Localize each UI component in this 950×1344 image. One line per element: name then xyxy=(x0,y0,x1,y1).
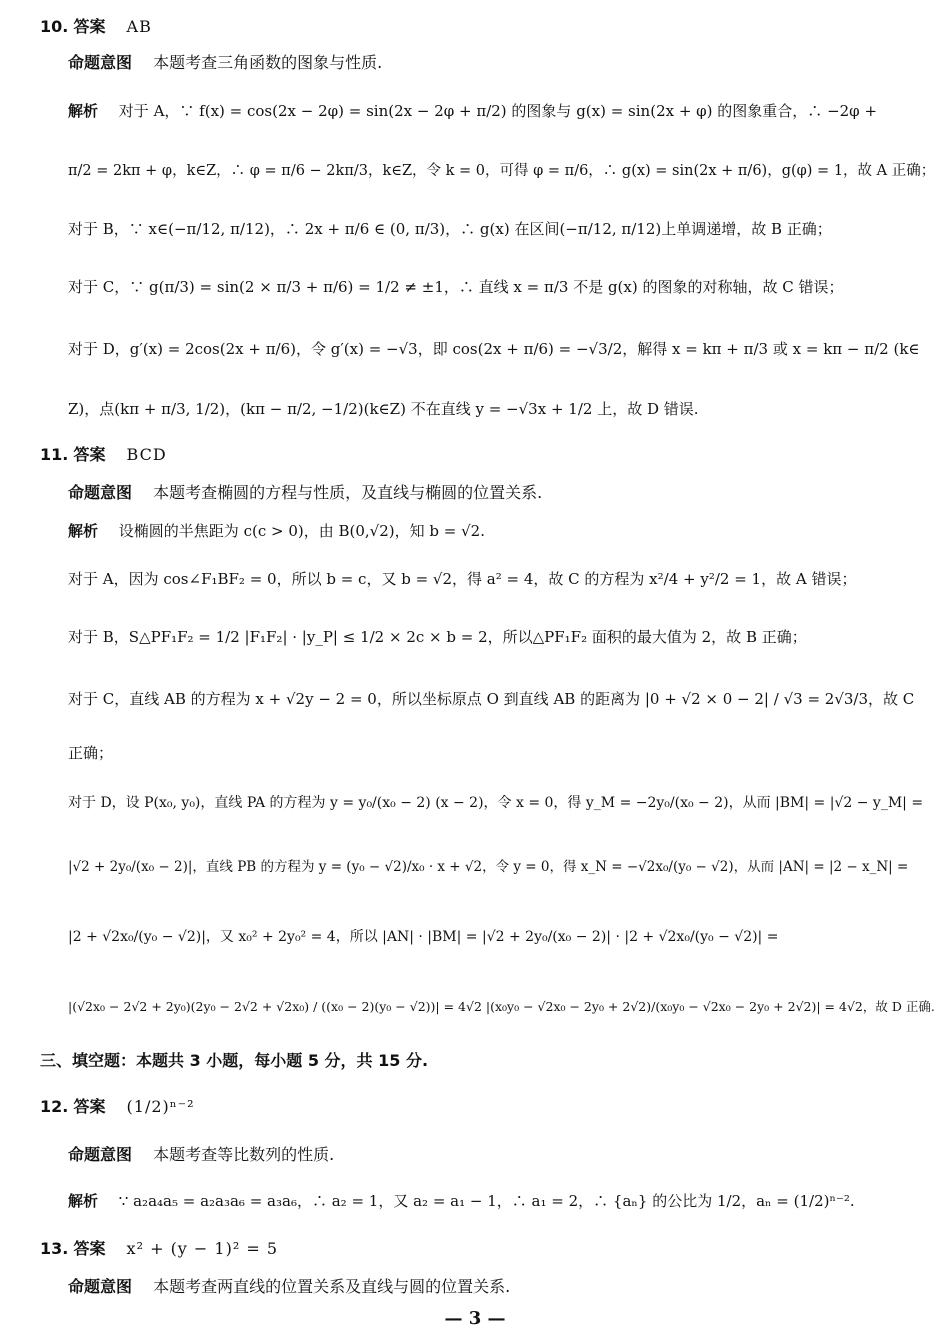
q11-analysis-line-6: 对于 D，设 P(x₀, y₀)，直线 PA 的方程为 y = y₀/(x₀ − 2) (x − 2)，令 x = 0，得 y_M = −2y₀/(x₀ − 2)，从而 |BM| = |√2 − y_M| = xyxy=(68,795,924,811)
q12-answer-label: 答案 xyxy=(73,1097,106,1116)
q11-analysis-line-7: |√2 + 2y₀/(x₀ − 2)|，直线 PB 的方程为 y = (y₀ − √2)/x₀ · x + √2，令 y = 0，得 x_N = −√2x₀/(y₀ − √2)，从而 |AN| = |2 − x_N| = xyxy=(68,859,909,875)
q10-analysis-line-4: 对于 C，∵ g(π/3) = sin(2 × π/3 + π/6) = 1/2 ≠ ±1，∴ 直线 x = π/3 不是 g(x) 的图象的对称轴，故 C 错误； xyxy=(68,278,844,296)
q11-number: 11. xyxy=(40,445,69,464)
q12-answer-line xyxy=(40,1096,195,1118)
q12-intent-label: 命题意图 xyxy=(68,1145,133,1164)
q10-answer-line xyxy=(40,16,152,38)
q11-answer-line xyxy=(40,444,167,466)
q13-intent-label: 命题意图 xyxy=(68,1277,133,1296)
q12-intent-text: 本题考查等比数列的性质. xyxy=(153,1145,335,1164)
q11-analysis-line-2: 对于 A，因为 cos∠F₁BF₂ = 0，所以 b = c，又 b = √2，得 a² = 4，故 C 的方程为 x²/4 + y²/2 = 1，故 A 错误； xyxy=(68,570,857,588)
page-number: — 3 — xyxy=(444,1308,506,1329)
q10-analysis-text-1: 对于 A，∵ f(x) = cos(2x − 2φ) = sin(2x − 2φ + π/2) 的图象与 g(x) = sin(2x + φ) 的图象重合，∴ −2φ + xyxy=(118,102,878,120)
q13-intent-text: 本题考查两直线的位置关系及直线与圆的位置关系. xyxy=(153,1277,511,1296)
q12-intent-line xyxy=(68,1144,334,1166)
q10-answer-label: 答案 xyxy=(73,17,106,36)
q11-analysis-line-5: 正确； xyxy=(68,744,114,762)
q12-analysis-line-1 xyxy=(68,1190,855,1212)
q11-analysis-line-1 xyxy=(68,520,485,542)
q13-answer: x² + (y − 1)² = 5 xyxy=(126,1239,279,1258)
q13-answer-line xyxy=(40,1238,278,1260)
q10-number: 10. xyxy=(40,17,69,36)
q10-analysis-label: 解析 xyxy=(68,102,99,120)
q10-analysis-line-6: Z)，点(kπ + π/3, 1/2)，(kπ − π/2, −1/2)(k∈Z) 不在直线 y = −√3x + 1/2 上，故 D 错误. xyxy=(68,400,699,418)
q10-analysis-line-5: 对于 D，g′(x) = 2cos(2x + π/6)，令 g′(x) = −√3，即 cos(2x + π/6) = −√3/2，解得 x = kπ + π/3 或 x = kπ − π/2 (k∈ xyxy=(68,340,920,358)
q13-number: 13. xyxy=(40,1239,69,1258)
q11-intent-label: 命题意图 xyxy=(68,483,133,502)
q11-analysis-label: 解析 xyxy=(68,522,99,540)
q11-answer: BCD xyxy=(126,445,167,464)
q10-analysis-line-3: 对于 B，∵ x∈(−π/12, π/12)，∴ 2x + π/6 ∈ (0, π/3)，∴ g(x) 在区间(−π/12, π/12)上单调递增，故 B 正确； xyxy=(68,220,832,238)
q11-intent-text: 本题考查椭圆的方程与性质，及直线与椭圆的位置关系. xyxy=(153,483,543,502)
q12-analysis-label: 解析 xyxy=(68,1192,99,1210)
q11-analysis-line-4: 对于 C，直线 AB 的方程为 x + √2y − 2 = 0，所以坐标原点 O 到直线 AB 的距离为 |0 + √2 × 0 − 2| / √3 = 2√3/3，故 C xyxy=(68,690,915,708)
q11-analysis-line-9: |(√2x₀ − 2√2 + 2y₀)(2y₀ − 2√2 + √2x₀) / ((x₀ − 2)(y₀ − √2))| = 4√2 |(x₀y₀ − √2x₀ − 2y₀ + 2√2)/(x₀y₀ − √2x₀ − 2y₀ + 2√2)| = 4√2，故 D 正确. xyxy=(68,999,935,1014)
q13-answer-label: 答案 xyxy=(73,1239,106,1258)
q11-answer-label: 答案 xyxy=(73,445,106,464)
q12-number: 12. xyxy=(40,1097,69,1116)
q10-intent-line xyxy=(68,52,382,74)
q11-intent-line xyxy=(68,482,542,504)
q12-answer: (1/2)ⁿ⁻² xyxy=(126,1097,195,1116)
q10-intent-text: 本题考查三角函数的图象与性质. xyxy=(153,53,383,72)
q11-analysis-text-1: 设椭圆的半焦距为 c(c > 0)，由 B(0,√2)，知 b = √2. xyxy=(118,522,485,540)
q10-analysis-line-1 xyxy=(68,100,877,122)
q10-intent-label: 命题意图 xyxy=(68,53,133,72)
q11-analysis-line-3: 对于 B，S△PF₁F₂ = 1/2 |F₁F₂| · |y_P| ≤ 1/2 × 2c × b = 2，所以△PF₁F₂ 面积的最大值为 2，故 B 正确； xyxy=(68,628,807,646)
q13-intent-line xyxy=(68,1276,510,1298)
q10-analysis-line-2: π/2 = 2kπ + φ，k∈Z，∴ φ = π/6 − 2kπ/3，k∈Z，令 k = 0，可得 φ = π/6，∴ g(x) = sin(2x + π/6)，g(φ) = 1，故 A 正确； xyxy=(68,163,936,179)
q11-analysis-line-8: |2 + √2x₀/(y₀ − √2)|，又 x₀² + 2y₀² = 4，所以 |AN| · |BM| = |√2 + 2y₀/(x₀ − 2)| · |2 + √2x₀/(y₀ − √2)| = xyxy=(68,929,779,945)
section-3-heading: 三、填空题：本题共 3 小题，每小题 5 分，共 15 分. xyxy=(40,1051,429,1070)
q10-answer: AB xyxy=(126,17,152,36)
q12-analysis-text-1: ∵ a₂a₄a₅ = a₂a₃a₆ = a₃a₆，∴ a₂ = 1，又 a₂ = a₁ − 1，∴ a₁ = 2，∴ {aₙ} 的公比为 1/2，aₙ = (1/2)ⁿ⁻². xyxy=(118,1192,855,1210)
